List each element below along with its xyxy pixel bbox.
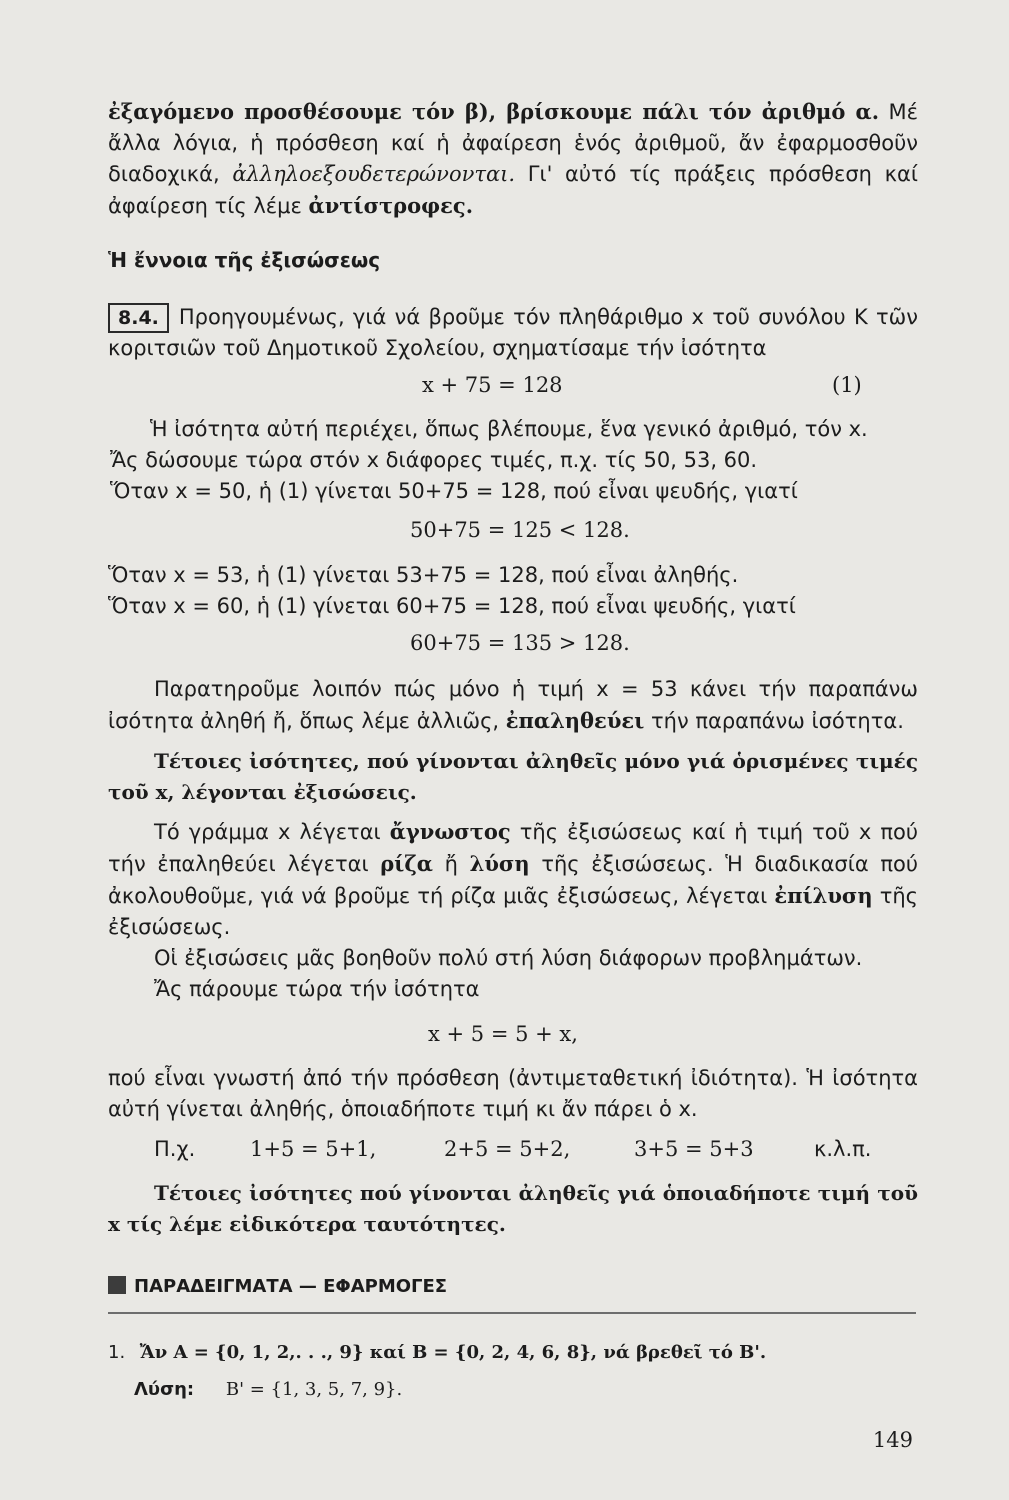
equation-1: x + 75 = 128: [422, 373, 563, 397]
terms-text-1: Τό γράμμα x λέγεται: [154, 820, 390, 844]
example-1-prompt: Ἄν Α = {0, 1, 2,. . ., 9} καί Β = {0, 2, 4, 6, 8}, νά βρεθεῖ τό Β'.: [139, 1342, 767, 1363]
values-line-1: Ἡ ἰσότητα αὐτή περιέχει, ὅπως βλέπουμε, ἕνα γενικό ἀριθμό, τόν x.: [150, 417, 868, 441]
values-line-2: Ἄς δώσουμε τώρα στόν x διάφορες τιμές, π.χ. τίς 50, 53, 60.: [110, 448, 758, 472]
term-unknown: ἄγνωστος: [389, 819, 511, 844]
observation-start: Παρατηροῦμε λοιπόν πώς μόνο ἡ τιμή x = 53 κάνει τήν παραπάνω ἰσότητα ἀληθή ἤ, ὅπως λέμε ἀλλιῶς,: [108, 677, 918, 733]
definition-equations: [108, 746, 918, 808]
terms-text-3: ἤ: [432, 852, 470, 876]
term-solution: λύση: [469, 851, 530, 876]
examples-header-text: ΠΑΡΑΔΕΙΓΜΑΤΑ — ΕΦΑΡΜΟΓΕΣ: [134, 1276, 448, 1297]
commutative-paragraph: [108, 1063, 918, 1125]
equation-3: 60+75 = 135 > 128.: [410, 631, 630, 655]
intro-italic-term: ἀλληλοεξουδετερώνονται.: [232, 162, 516, 186]
examples-header: [108, 1276, 447, 1297]
example-3-plus-5: 3+5 = 5+3: [634, 1137, 754, 1161]
observation-paragraph: [108, 674, 918, 737]
terms-text-4: τῆς ἐξισώσεως. Ἡ διαδικασία πού ἀκολουθοῦμε, γιά νά βροῦμε τή ρίζα μιᾶς ἐξισώσεως, λέγεται: [108, 852, 918, 908]
intro-bold: ἐξαγόμενο προσθέσουμε τόν β), βρίσκουμε πάλι τόν ἀριθμό α.: [108, 99, 880, 124]
page-number: 149: [872, 1428, 913, 1452]
examples-prefix: Π.χ.: [154, 1137, 196, 1161]
values-paragraph: [110, 414, 920, 507]
terms-paragraph: [108, 816, 918, 943]
examples-divider: [108, 1312, 916, 1314]
example-1-solution: Β' = {1, 3, 5, 7, 9}.: [225, 1379, 403, 1400]
term-resolution: ἐπίλυση: [774, 883, 873, 908]
definition-equations-text: Τέτοιες ἰσότητες, πού γίνονται ἀληθεῖς μόνο γιά ὁρισμένες τιμές τοῦ x, λέγονται ἐξισώσεις.: [108, 749, 918, 804]
section-text: Προηγουμένως, γιά νά βροῦμε τόν πληθάριθμο x τοῦ συνόλου Κ τῶν κοριτσιῶν τοῦ Δημοτικοῦ Σχολείου, σχηματίσαμε τήν ἰσότητα: [108, 305, 918, 360]
intro-paragraph: [108, 96, 918, 222]
intro-rest: Γι' αὐτό τίς πράξεις πρόσθεση καί ἀφαίρεση τίς λέμε: [108, 162, 918, 218]
example-2-plus-5: 2+5 = 5+2,: [444, 1137, 571, 1161]
section-paragraph: [108, 302, 918, 364]
definition-identities-text: Τέτοιες ἰσότητες πού γίνονται ἀληθεῖς γιά ὁποιαδήποτε τιμή τοῦ x τίς λέμε εἰδικότερα ταυτότητες.: [108, 1181, 918, 1236]
equation-4: x + 5 = 5 + x,: [428, 1022, 578, 1046]
case-53: Ὅταν x = 53, ἡ (1) γίνεται 53+75 = 128, πού εἶναι ἀληθής.: [108, 563, 739, 587]
intro-text: Μέ ἄλλα λόγια, ἡ πρόσθεση καί ἡ ἀφαίρεση ἑνός ἀριθμοῦ, ἄν ἐφαρμοσθοῦν διαδοχικά,: [108, 100, 918, 186]
take-identity: Ἄς πάρουμε τώρα τήν ἰσότητα: [154, 977, 480, 1001]
values-line-3: Ὅταν x = 50, ἡ (1) γίνεται 50+75 = 128, πού εἶναι ψευδής, γιατί: [110, 479, 798, 503]
definition-identities: [108, 1178, 918, 1240]
cases-block: [108, 560, 918, 622]
equation-2: 50+75 = 125 < 128.: [410, 518, 630, 542]
section-heading: Ἡ ἔννοια τῆς ἐξισώσεως: [108, 248, 381, 272]
term-root: ρίζα: [380, 851, 433, 876]
example-1-number: 1.: [108, 1342, 126, 1363]
examples-etc: κ.λ.π.: [814, 1137, 872, 1161]
commutative-text: πού εἶναι γνωστή ἀπό τήν πρόσθεση (ἀντιμεταθετική ἰδιότητα). Ἡ ἰσότητα αὐτή γίνεται ἀληθής, ὁποιαδήποτε τιμή κι ἄν πάρει ὁ x.: [108, 1066, 918, 1121]
example-1: [108, 1337, 918, 1405]
example-1-plus-5: 1+5 = 5+1,: [250, 1137, 377, 1161]
square-bullet-icon: [108, 1276, 126, 1294]
intro-bold-end: ἀντίστροφες.: [308, 193, 474, 218]
terms-text-5: τῆς ἐξισώσεως.: [108, 884, 918, 939]
equations-help-block: [108, 943, 918, 1005]
example-1-solution-label: Λύση:: [134, 1379, 195, 1400]
observation-bold: ἐπαληθεύει: [505, 708, 645, 733]
equation-1-label: (1): [832, 373, 862, 397]
observation-end: τήν παραπάνω ἰσότητα.: [644, 709, 904, 733]
section-number: 8.4.: [108, 303, 169, 333]
terms-text-2: τῆς ἐξισώσεως καί ἡ τιμή τοῦ x πού τήν ἐπαληθεύει λέγεται: [108, 820, 918, 876]
equations-help: Οἱ ἐξισώσεις μᾶς βοηθοῦν πολύ στή λύση διάφορων προβλημάτων.: [154, 946, 863, 970]
case-60: Ὅταν x = 60, ἡ (1) γίνεται 60+75 = 128, πού εἶναι ψευδής, γιατί: [108, 594, 796, 618]
